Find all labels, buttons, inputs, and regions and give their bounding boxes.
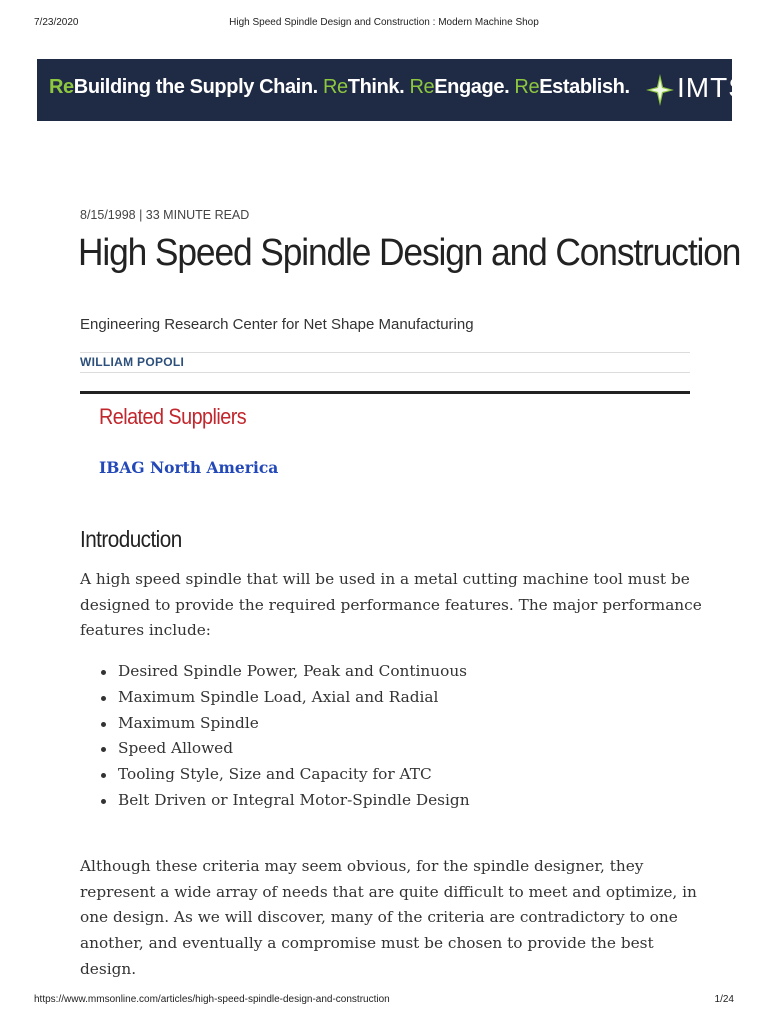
related-suppliers-heading: Related Suppliers — [99, 404, 247, 429]
bullet-icon — [101, 722, 106, 727]
print-date: 7/23/2020 — [34, 17, 79, 28]
list-item — [80, 659, 710, 685]
banner-re-prefix: Re — [49, 76, 74, 98]
list-item-text: Speed Allowed — [118, 739, 234, 758]
list-item-text: Belt Driven or Integral Motor-Spindle Design — [118, 790, 470, 809]
banner-word-establish: Establish. — [539, 76, 630, 98]
related-suppliers-rule — [80, 391, 690, 394]
article-meta: 8/15/1998 | 33 MINUTE READ — [80, 208, 250, 222]
list-item-text: Tooling Style, Size and Capacity for ATC — [118, 765, 432, 784]
list-item — [80, 685, 710, 711]
print-page-title: High Speed Spindle Design and Construction : Modern Machine Shop — [229, 17, 539, 28]
banner-word-think: Think. — [347, 76, 405, 98]
performance-features-list — [80, 659, 710, 814]
list-item — [80, 711, 710, 737]
article-title: High Speed Spindle Design and Construction — [78, 232, 741, 274]
print-page-number: 1/24 — [714, 994, 734, 1005]
imts-logo-text: IMTS — [677, 72, 748, 103]
divider — [80, 352, 690, 353]
banner-tagline — [49, 76, 630, 99]
imts-star-icon — [645, 73, 675, 107]
print-footer — [0, 994, 768, 1008]
author-link[interactable]: WILLIAM POPOLI — [80, 355, 185, 369]
list-item-text: Maximum Spindle Load, Axial and Radial — [118, 687, 439, 706]
print-url: https://www.mmsonline.com/articles/high-speed-spindle-design-and-construction — [34, 994, 390, 1005]
bullet-icon — [101, 670, 106, 675]
banner-re-prefix: Re — [514, 76, 540, 98]
list-item — [80, 762, 710, 788]
banner-re-prefix: Re — [409, 76, 435, 98]
article-subtitle: Engineering Research Center for Net Shape Manufacturing — [80, 316, 474, 333]
bullet-icon — [101, 799, 106, 804]
supplier-link[interactable]: IBAG North America — [99, 458, 279, 477]
banner-re-prefix: Re — [323, 76, 348, 98]
list-item-text: Desired Spindle Power, Peak and Continuous — [118, 662, 468, 680]
list-item — [80, 788, 710, 814]
bullet-icon — [101, 773, 106, 778]
bullet-icon — [101, 696, 106, 701]
divider — [80, 372, 690, 373]
body-paragraph: Although these criteria may seem obvious, for the spindle designer, they represent a wide array of needs that are quite difficult to meet and optimize, in one design. As we will discover, many of the criteria are contradictory to one another, and eventually a compromise must be chosen to provide the best design. — [80, 857, 697, 978]
list-item — [80, 736, 710, 762]
print-header — [0, 17, 768, 31]
imts-ad-banner[interactable] — [37, 59, 748, 121]
banner-word-engage: Engage. — [434, 76, 510, 98]
intro-paragraph: A high speed spindle that will be used in a metal cutting machine tool must be designed to provide the required performance features. The major performance features include: — [80, 570, 702, 640]
section-heading: Introduction — [80, 526, 182, 552]
bullet-icon — [101, 747, 106, 752]
banner-word-building: Building the Supply Chain. — [73, 76, 318, 98]
list-item-text: Maximum Spindle — [118, 713, 259, 732]
